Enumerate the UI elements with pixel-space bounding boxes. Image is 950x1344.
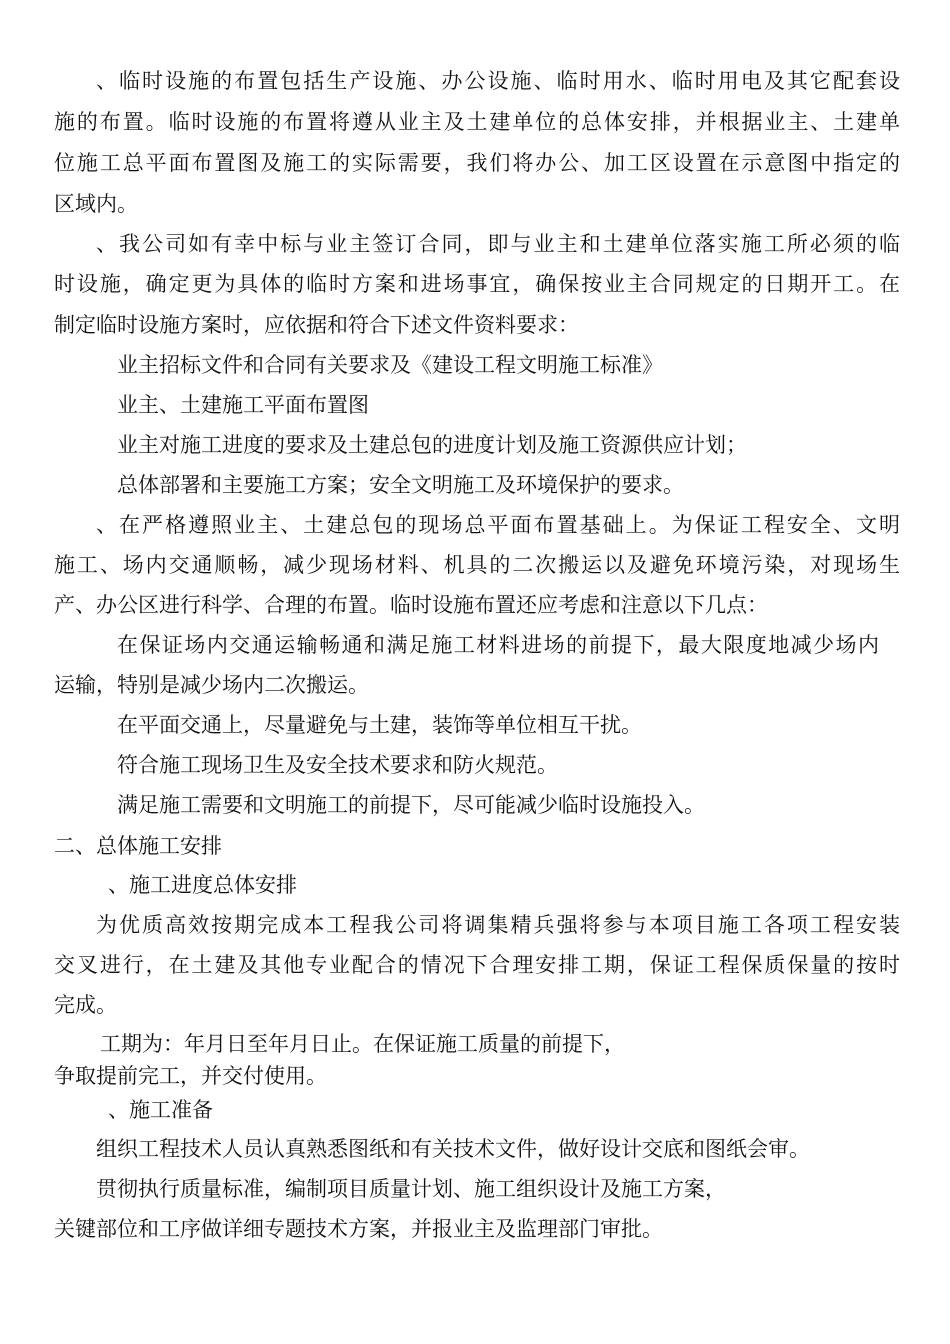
paragraph-line: 工期为：年月日至年月日止。在保证施工质量的前提下， (100, 1032, 625, 1056)
list-item: 业主对施工进度的要求及土建总包的进度计划及施工资源供应计划； (117, 433, 747, 457)
list-item: 在保证场内交通运输畅通和满足施工材料进场的前提下，最大限度地减少场内 (117, 633, 879, 657)
paragraph-line: 位施工总平面布置图及施工的实际需要，我们将办公、加工区设置在示意图中指定的 (54, 151, 900, 175)
paragraph-line: 产、办公区进行科学、合理的布置。临时设施布置还应考虑和注意以下几点： (54, 593, 768, 617)
paragraph-line: 区域内。 (54, 192, 138, 216)
paragraph-line: 交叉进行，在土建及其他专业配合的情况下合理安排工期，保证工程保质保量的按时 (54, 953, 900, 977)
paragraph-line: 、在严格遵照业主、土建总包的现场总平面布置基础上。为保证工程安全、文明 (96, 513, 900, 537)
list-item: 符合施工现场卫生及安全技术要求和防火规范。 (117, 753, 558, 777)
paragraph-line: 制定临时设施方案时，应依据和符合下述文件资料要求： (54, 313, 579, 337)
list-item: 满足施工需要和文明施工的前提下，尽可能减少临时设施投入。 (117, 793, 705, 817)
paragraph-line: 关键部位和工序做详细专题技术方案，并报业主及监理部门审批。 (54, 1217, 663, 1241)
paragraph-line: 为优质高效按期完成本工程我公司将调集精兵强将参与本项目施工各项工程安装 (96, 913, 900, 937)
list-item: 在平面交通上，尽量避免与土建，装饰等单位相互干扰。 (117, 713, 642, 737)
paragraph-line: 施的布置。临时设施的布置将遵从业主及土建单位的总体安排，并根据业主、土建单 (54, 110, 900, 134)
section-heading: 二、总体施工安排 (54, 834, 222, 858)
paragraph-line: 、临时设施的布置包括生产设施、办公设施、临时用水、临时用电及其它配套设 (96, 69, 900, 93)
list-item: 业主招标文件和合同有关要求及《建设工程文明施工标准》 (117, 353, 663, 377)
subsection-heading: 、施工进度总体安排 (108, 873, 297, 897)
paragraph-line: 完成。 (54, 993, 117, 1017)
paragraph-line: 、我公司如有幸中标与业主签订合同，即与业主和土建单位落实施工所必须的临 (96, 232, 900, 256)
list-item: 运输，特别是减少场内二次搬运。 (54, 673, 369, 697)
list-item: 业主、土建施工平面布置图 (117, 393, 369, 417)
paragraph-line: 施工、场内交通顺畅，减少现场材料、机具的二次搬运以及避免环境污染，对现场生 (54, 553, 900, 577)
paragraph-line: 组织工程技术人员认真熟悉图纸和有关技术文件，做好设计交底和图纸会审。 (96, 1137, 810, 1161)
paragraph-line: 争取提前完工，并交付使用。 (54, 1064, 327, 1088)
subsection-heading: 、施工准备 (108, 1098, 213, 1122)
list-item: 总体部署和主要施工方案；安全文明施工及环境保护的要求。 (117, 473, 684, 497)
paragraph-line: 时设施，确定更为具体的临时方案和进场事宜，确保按业主合同规定的日期开工。在 (54, 272, 900, 296)
paragraph-line: 贯彻执行质量标准，编制项目质量计划、施工组织设计及施工方案， (96, 1177, 726, 1201)
